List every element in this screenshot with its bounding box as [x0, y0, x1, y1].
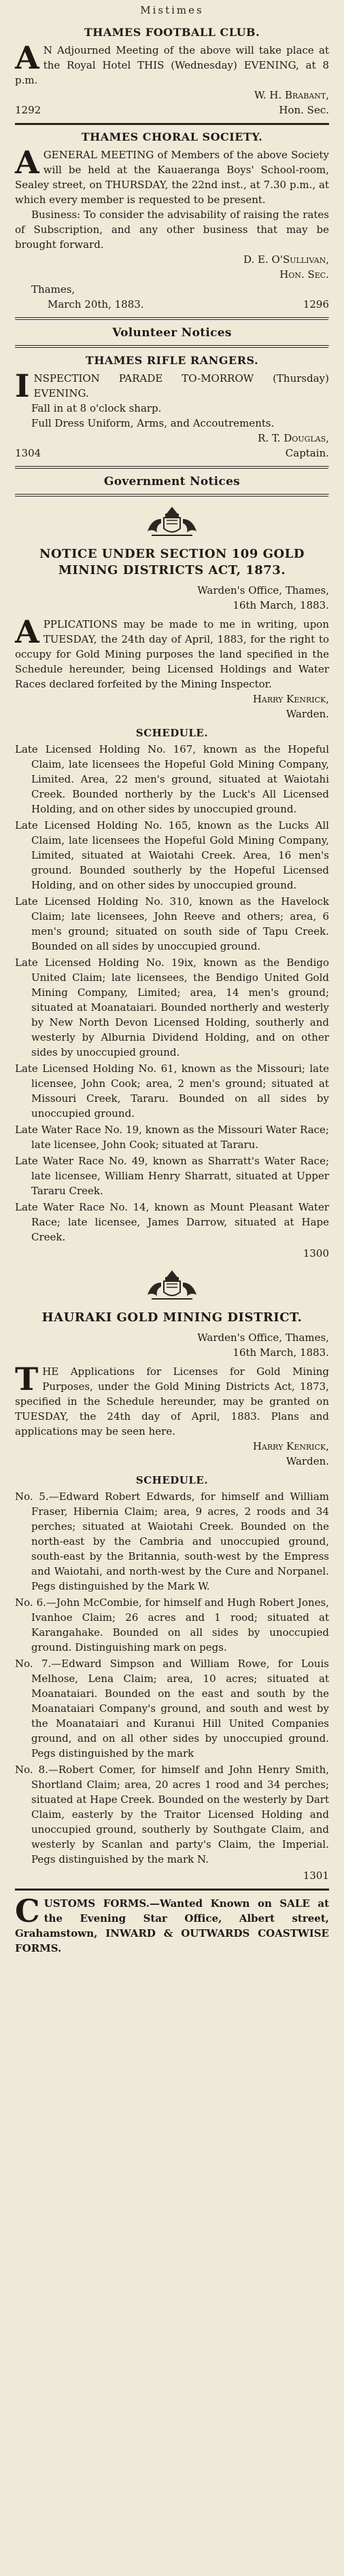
section-109-schedule	[15, 742, 329, 1245]
football-title: THAMES FOOTBALL CLUB.	[84, 26, 260, 39]
section-109-text: PPLICATIONS may be made to me in writing, upon TUESDAY, the 24th day of April, 1883, for the right to occupy for Gold Mining purposes the land specified in the Schedule hereunder, being Licensed Holdings and Water Races declared forfeited by the Mining Inspector.	[15, 618, 329, 690]
choral-business: Business: To consider the advisability of raising the rates of Subscription, and any other business that may be brought forward.	[15, 209, 329, 251]
choral-role: Hon. Sec.	[279, 268, 329, 281]
divider	[15, 1889, 329, 1891]
choral-number: 1296	[303, 298, 329, 310]
choral-date: March 20th, 1883.	[48, 298, 144, 310]
schedule-item: No. 8.—Robert Comer, for himself and John Henry Smith, Shortland Claim; area, 20 acres 1 rood and 34 perches; situated at Hape Creek. Bounded on the westerly by Dart Claim, easterly by the Traitor Licensed Holding and unoccupied ground, southerly by Southgate Claim, and westerly by Scanlan and party's Claim, the Imperial. Pegs distinguished by the mark N.	[15, 1764, 329, 1865]
hauraki-title: HAURAKI GOLD MINING DISTRICT.	[41, 1310, 303, 1325]
choral-dropcap: A	[15, 144, 39, 181]
divider	[15, 317, 329, 321]
choral-text: GENERAL MEETING of Members of the above Society will be held at the Kauaeranga Boys' School-room, Sealey street, on THURSDAY, the 22nd inst., at 7.30 p.m., at which every member is requested to be present.	[15, 149, 329, 206]
hauraki-schedule	[15, 1489, 329, 1867]
rifles-role: Captain.	[285, 447, 329, 459]
section-109-dropcap: A	[15, 613, 39, 650]
hauraki-schedule-heading: SCHEDULE.	[135, 1474, 209, 1486]
rifles-number: 1304	[15, 447, 41, 459]
volunteer-section-title: Volunteer Notices	[112, 326, 232, 340]
divider	[15, 494, 329, 497]
rifles-signoff	[15, 446, 329, 461]
section-109-role: Warden.	[286, 708, 329, 720]
schedule-item: No. 7.—Edward Simpson and William Rowe, for Louis Melhose, Lena Claim; area, 10 acres; situated at Moanataiari. Bounded on the east and south by the Moanataiari Company's ground, and south and west by the Moanataiari and Kuranui Hill United Companies ground, and on all other sides by unoccupied ground. Pegs distinguished by the mark	[15, 1658, 329, 1759]
schedule-item: No. 6.—John McCombie, for himself and Hugh Robert Jones, Ivanhoe Claim; 26 acres and 1 rood; situated at Karangahake. Bounded on all sides by unoccupied ground. Distinguishing mark on pegs.	[15, 1596, 329, 1653]
royal-coat-of-arms-icon	[15, 1266, 329, 1304]
hauraki-number: 1301	[303, 1870, 329, 1882]
football-role: Hon. Sec.	[279, 104, 329, 116]
hauraki-dropcap: T	[15, 1361, 39, 1397]
schedule-item: Late Licensed Holding No. 61, known as the Missouri; late licensee, John Cook; area, 2 men's ground; situated at Missouri Creek, Tararu. Bounded on all sides by unoccupied ground.	[15, 1062, 329, 1120]
section-109-signer: Harry Kenrick,	[252, 693, 329, 705]
schedule-item: Late Licensed Holding No. 167, known as the Hopeful Claim, late licensees the Hopeful Gold Mining Company, Limited. Area, 22 men's ground, situated at Waiotahi Creek. Bounded northerly by the Luck's All Licensed Holding, and on other sides by unoccupied ground.	[15, 743, 329, 815]
divider	[15, 466, 329, 469]
hauraki-notice	[15, 1310, 329, 1883]
football-text: N Adjourned Meeting of the above will take place at the Royal Hotel THIS (Wednesday) EVENING, at 8 p.m.	[15, 44, 329, 86]
rifles-line1: Fall in at 8 o'clock sharp.	[31, 402, 162, 414]
section-109-date: 16th March, 1883.	[233, 599, 329, 611]
hauraki-text: HE Applications for Licenses for Gold Mining Purposes, under the Gold Mining Districts Act, 1873, specified in the Schedule hereunder, may be granted on TUESDAY, the 24th day of April, 1883. Plans and applications may be seen here.	[15, 1365, 329, 1437]
government-section-title: Government Notices	[103, 475, 241, 488]
customs-notice	[15, 1893, 329, 1956]
choral-body	[15, 144, 329, 207]
masthead: Mistimes	[140, 4, 204, 16]
hauraki-signer: Harry Kenrick,	[252, 1440, 329, 1452]
section-109-body	[15, 613, 329, 692]
section-109-office: Warden's Office, Thames,	[197, 584, 329, 596]
football-number: 1292	[15, 104, 41, 116]
rifles-dropcap: I	[15, 368, 30, 404]
rifles-body	[15, 368, 329, 404]
rifles-signer: R. T. Douglas,	[258, 432, 329, 444]
choral-title: THAMES CHORAL SOCIETY.	[81, 130, 263, 143]
schedule-item: Late Water Race No. 49, known as Sharratt's Water Race; late licensee, William Henry Sharratt, situated at Upper Tararu Creek.	[15, 1155, 329, 1197]
customs-dropcap: C	[15, 1893, 40, 1929]
divider	[15, 123, 329, 125]
rifles-line2: Full Dress Uniform, Arms, and Accoutrements.	[31, 417, 275, 429]
rifles-notice	[15, 354, 329, 461]
section-109-notice	[15, 546, 329, 1261]
choral-place: Thames,	[31, 283, 75, 296]
hauraki-role: Warden.	[286, 1455, 329, 1467]
choral-dateline	[15, 297, 329, 312]
football-notice	[15, 26, 329, 118]
hauraki-date: 16th March, 1883.	[233, 1346, 329, 1359]
football-signer: W. H. Brabant,	[254, 89, 329, 101]
divider	[15, 345, 329, 348]
choral-notice	[15, 130, 329, 312]
schedule-item: Late Water Race No. 14, known as Mount Pleasant Water Race; late licensee, James Darrow, situated at Hape Creek.	[15, 1201, 329, 1243]
football-dropcap: A	[15, 39, 39, 76]
section-109-schedule-heading: SCHEDULE.	[135, 727, 209, 739]
schedule-item: No. 5.—Edward Robert Edwards, for himself and William Fraser, Hibernia Claim; area, 9 acres, 2 roods and 34 perches; situated at Waiotahi Creek. Bounded on the north-east by the Cambria and unoccupied ground, south-east by the Britannia, south-west by the Empress and Waiotahi, and north-west by the Cure and Norpanel. Pegs distinguished by the Mark W.	[15, 1490, 329, 1592]
royal-coat-of-arms-icon	[15, 503, 329, 541]
football-signoff	[15, 103, 329, 118]
schedule-item: Late Water Race No. 19, known as the Missouri Water Race; late licensee, John Cook; situated at Tararu.	[15, 1124, 329, 1151]
rifles-text: NSPECTION PARADE TO-MORROW (Thursday) EVENING.	[33, 372, 329, 399]
section-109-number: 1300	[303, 1247, 329, 1259]
schedule-item: Late Licensed Holding No. 19ix, known as the Bendigo United Claim; late licensees, the Bendigo United Gold Mining Company, Limited; area, 14 men's ground; situated at Moanataiari. Bounded northerly and westerly by New North Devon Licensed Holding, southerly and westerly by Alburnia Dividend Holding, and on other sides by unoccupied ground.	[15, 956, 329, 1058]
football-body	[15, 39, 329, 88]
hauraki-body	[15, 1361, 329, 1439]
schedule-item: Late Licensed Holding No. 165, known as the Lucks All Claim, late licensees the Hopeful Gold Mining Company, Limited, situated at Waiotahi Creek. Area, 16 men's ground. Bounded southerly by the Hopeful Licensed Holding, and on other sides by unoccupied ground.	[15, 819, 329, 891]
choral-signer: D. E. O'Sullivan,	[243, 253, 329, 266]
hauraki-office: Warden's Office, Thames,	[197, 1331, 329, 1344]
customs-text: USTOMS FORMS.—Wanted Known on SALE at the Evening Star Office, Albert street, Grahamstown, INWARD & OUTWARDS COASTWISE FORMS.	[15, 1897, 329, 1954]
section-109-title: NOTICE UNDER SECTION 109 GOLD MINING DISTRICTS ACT, 1873.	[39, 547, 305, 577]
rifles-title: THAMES RIFLE RANGERS.	[85, 354, 259, 367]
customs-body	[15, 1893, 329, 1956]
schedule-item: Late Licensed Holding No. 310, known as the Havelock Claim; late licensees, John Reeve and others; area, 6 men's ground; situated on south side of Tapu Creek. Bounded on all sides by unoccupied ground.	[15, 895, 329, 952]
